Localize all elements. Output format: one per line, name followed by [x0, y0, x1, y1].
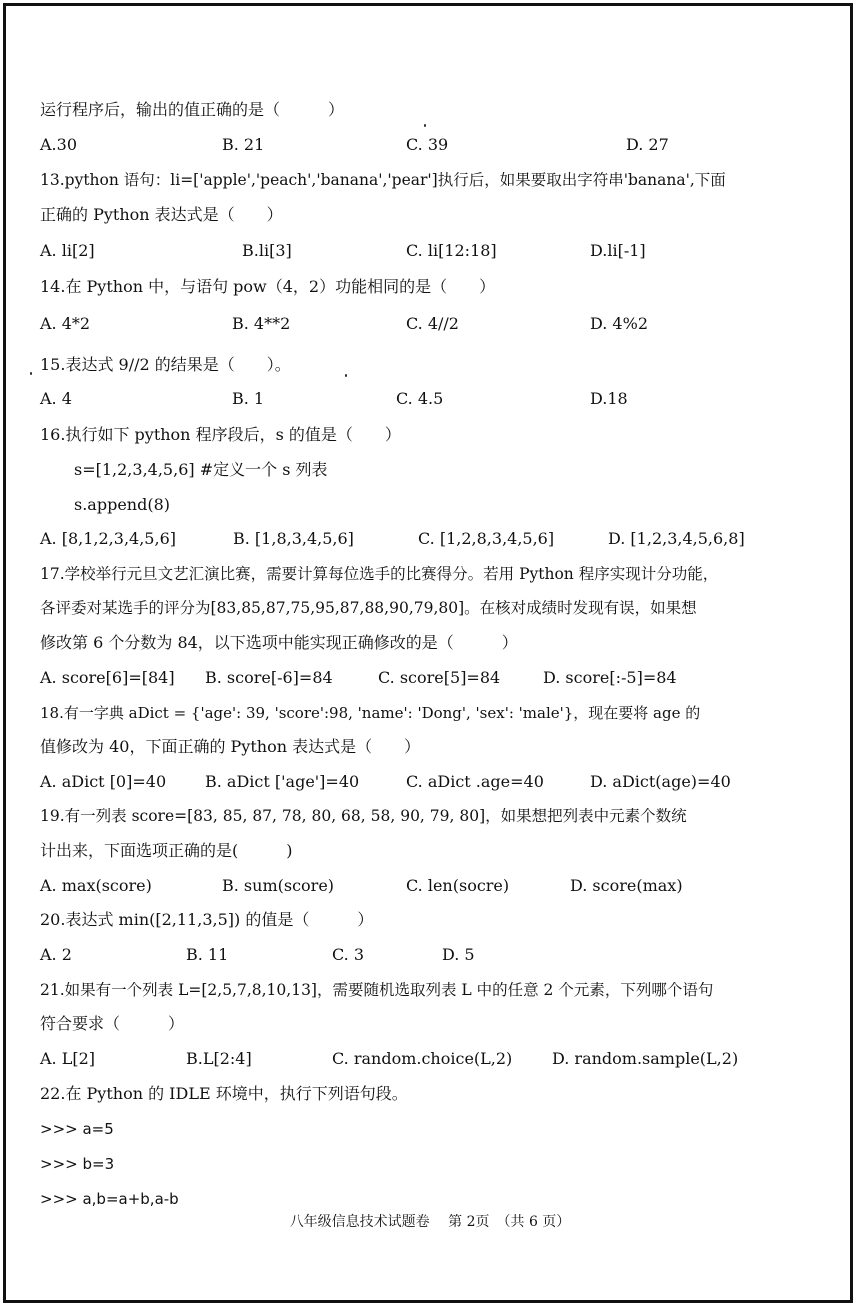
- q21-option-c: C. random.choice(L,2): [332, 1049, 513, 1068]
- q17-option-c: C. score[5]=84: [378, 668, 501, 687]
- q19-option-a: A. max(score): [40, 876, 152, 895]
- q17-stem-line3: 修改第 6 个分数为 84，以下选项中能实现正确修改的是（ ）: [40, 633, 518, 652]
- q13-option-d: D.li[-1]: [590, 241, 646, 260]
- q12-option-b: B. 21: [222, 135, 265, 154]
- q14-option-a: A. 4*2: [40, 314, 91, 333]
- q14-option-c: C. 4//2: [406, 314, 459, 333]
- q14-stem: 14.在 Python 中，与语句 pow（4，2）功能相同的是（ ）: [40, 277, 496, 296]
- q21-stem-line2: 符合要求（ ）: [40, 1014, 185, 1033]
- q12-stem: 运行程序后，输出的值正确的是（ ）: [40, 100, 345, 119]
- q18-option-c: C. aDict .age=40: [406, 772, 544, 791]
- q19-stem-line1: 19.有一列表 score=[83, 85, 87, 78, 80, 68, 58, 90, 79, 80]，如果想把列表中元素个数统: [40, 807, 687, 825]
- q13-stem-line1: 13.python 语句：li=['apple','peach','banana','pear']执行后，如果要取出字符串'banana',下面: [40, 171, 726, 189]
- q20-option-a: A. 2: [40, 945, 72, 964]
- q14-option-d: D. 4%2: [590, 314, 648, 333]
- q13-option-c: C. li[12:18]: [406, 241, 497, 260]
- q12-option-d: D. 27: [626, 135, 669, 154]
- q16-option-a: A. [8,1,2,3,4,5,6]: [40, 529, 176, 548]
- q18-option-d: D. aDict(age)=40: [590, 772, 731, 791]
- q18-stem-line1: 18.有一字典 aDict = {'age': 39, 'score':98, 'name': 'Dong', 'sex': 'male'}，现在要将 age 的: [40, 704, 701, 722]
- q16-option-c: C. [1,2,8,3,4,5,6]: [418, 529, 555, 548]
- q18-option-a: A. aDict [0]=40: [40, 772, 167, 791]
- q13-stem-line2: 正确的 Python 表达式是（ ）: [40, 205, 283, 224]
- q16-code-line2: s.append(8): [74, 495, 170, 514]
- q16-stem: 16.执行如下 python 程序段后，s 的值是（ ）: [40, 425, 401, 444]
- q22-stem: 22.在 Python 的 IDLE 环境中，执行下列语句段。: [40, 1084, 408, 1103]
- scan-speck: [345, 374, 347, 377]
- q12-option-c: C. 39: [406, 135, 449, 154]
- q13-option-b: B.li[3]: [242, 241, 292, 260]
- q14-option-b: B. 4**2: [232, 314, 291, 333]
- q18-option-b: B. aDict ['age']=40: [205, 772, 360, 791]
- q15-option-a: A. 4: [40, 389, 72, 408]
- q17-stem-line2: 各评委对某选手的评分为[83,85,87,75,95,87,88,90,79,80]。在核对成绩时发现有误，如果想: [40, 599, 697, 617]
- q15-option-d: D.18: [590, 389, 628, 408]
- q20-option-d: D. 5: [442, 945, 475, 964]
- q19-option-b: B. sum(score): [222, 876, 335, 895]
- q20-option-c: C. 3: [332, 945, 365, 964]
- q21-option-d: D. random.sample(L,2): [552, 1049, 739, 1068]
- scan-speck: [30, 372, 32, 375]
- q21-option-a: A. L[2]: [40, 1049, 96, 1068]
- q19-option-c: C. len(socre): [406, 876, 510, 895]
- q17-option-d: D. score[:-5]=84: [543, 668, 677, 687]
- q21-stem-line1: 21.如果有一个列表 L=[2,5,7,8,10,13]，需要随机选取列表 L 中的任意 2 个元素，下列哪个语句: [40, 981, 714, 999]
- q17-option-a: A. score[6]=[84]: [40, 668, 175, 687]
- q16-option-d: D. [1,2,3,4,5,6,8]: [608, 529, 745, 548]
- q12-option-a: A.30: [40, 135, 77, 154]
- q15-option-b: B. 1: [232, 389, 265, 408]
- q22-code-line3: >>> a,b=a+b,a-b: [40, 1190, 179, 1208]
- q22-code-line2: >>> b=3: [40, 1155, 115, 1173]
- q17-option-b: B. score[-6]=84: [205, 668, 333, 687]
- page-border: [3, 3, 853, 1303]
- q16-option-b: B. [1,8,3,4,5,6]: [233, 529, 354, 548]
- q19-stem-line2: 计出来，下面选项正确的是( ): [40, 841, 293, 860]
- q19-option-d: D. score(max): [570, 876, 683, 895]
- q15-stem: 15.表达式 9//2 的结果是（ ）。: [40, 355, 291, 374]
- q20-option-b: B. 11: [186, 945, 229, 964]
- q21-option-b: B.L[2:4]: [186, 1049, 252, 1068]
- q17-stem-line1: 17.学校举行元旦文艺汇演比赛，需要计算每位选手的比赛得分。若用 Python 程序实现计分功能，: [40, 565, 719, 583]
- q13-option-a: A. li[2]: [40, 241, 95, 260]
- q18-stem-line2: 值修改为 40，下面正确的 Python 表达式是（ ）: [40, 737, 421, 756]
- page-footer: 八年级信息技术试题卷 第 2页 （共 6 页）: [289, 1214, 571, 1230]
- q20-stem: 20.表达式 min([2,11,3,5]) 的值是（ ）: [40, 910, 374, 929]
- q22-code-line1: >>> a=5: [40, 1120, 114, 1138]
- scan-speck: [424, 124, 426, 127]
- q16-code-line1: s=[1,2,3,4,5,6] #定义一个 s 列表: [74, 460, 328, 479]
- q15-option-c: C. 4.5: [396, 389, 444, 408]
